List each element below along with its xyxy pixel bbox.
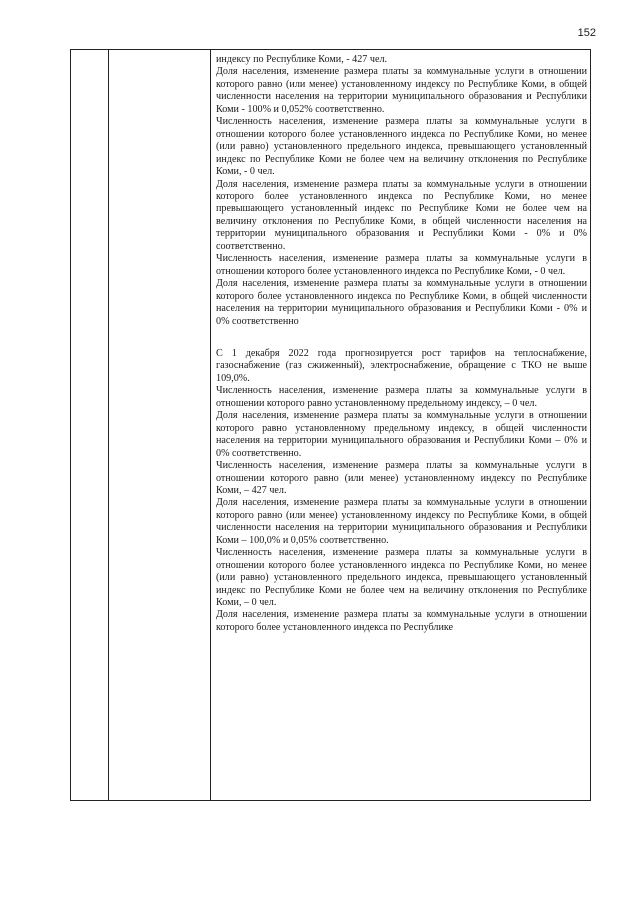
- paragraph: Численность населения, изменение размера платы за коммунальные услуги в отношении которого более установленного индекса по Республике Коми, но менее (или равно) установленного предельного индекса, превышающего установленный индекс по Республике Коми не более чем на величину отклонения по Республике Коми, – 0 чел.: [216, 547, 587, 609]
- paragraph: С 1 декабря 2022 года прогнозируется рост тарифов на теплоснабжение, газоснабжение (газ сжиженный), электроснабжение, обращение с ТКО не выше 109,0%.: [216, 347, 587, 384]
- paragraph: Численность населения, изменение размера платы за коммунальные услуги в отношении которого равно установленному предельному индексу, – 0 чел.: [216, 385, 587, 409]
- paragraph: Численность населения, изменение размера платы за коммунальные услуги в отношении которого более установленного индекса по Республике Коми, - 0 чел.: [216, 253, 587, 277]
- paragraph: Доля населения, изменение размера платы за коммунальные услуги в отношении которого более установленного индекса по Республике: [216, 609, 587, 633]
- paragraph: индексу по Республике Коми, - 427 чел.: [216, 54, 388, 65]
- paragraph: Доля населения, изменение размера платы за коммунальные услуги в отношении которого более установленного индекса по Республике Коми, в общей численности населения на территории муниципального образования и Республики Коми - 0% и 0% соответственно: [216, 278, 587, 327]
- paragraph: Численность населения, изменение размера платы за коммунальные услуги в отношении которого равно (или менее) установленному индексу по Республике Коми, – 427 чел.: [216, 460, 587, 496]
- table-column-divider-2: [210, 50, 211, 800]
- paragraph: Доля населения, изменение размера платы за коммунальные услуги в отношении которого равно (или менее) установленному индексу по Республике Коми, в общей численности населения на территории муниципального образования и Республики Коми - 100% и 0,052% соответственно.: [216, 66, 587, 115]
- table-text-cell: [216, 54, 587, 800]
- paragraph: Численность населения, изменение размера платы за коммунальные услуги в отношении которого более установленного индекса по Республике Коми, но менее (или равно) установленного предельного индекса, превышающего установленный индекс по Республике Коми не более чем на величину отклонения по Республике Коми, - 0 чел.: [216, 116, 587, 178]
- page-number: 152: [577, 27, 596, 39]
- document-table: [70, 49, 591, 801]
- paragraph: Доля населения, изменение размера платы за коммунальные услуги в отношении которого более установленного индекса по Республике Коми, но менее превышающего установленный индекс по Республике Коми не более чем на величину отклонения по Республике Коми, в общей численности населения на территории муниципального образования и Республики Коми - 0% и 0% соответственно.: [216, 178, 587, 252]
- paragraph: Доля населения, изменение размера платы за коммунальные услуги в отношении которого равно установленному предельному индексу, в общей численности населения на территории муниципального образования и Республики Коми – 0% и 0% соответственно.: [216, 410, 587, 459]
- table-column-divider-1: [108, 50, 109, 800]
- paragraph-spacer: [216, 328, 587, 348]
- paragraph: Доля населения, изменение размера платы за коммунальные услуги в отношении которого равно (или менее) установленному индексу по Республике Коми, в общей численности населения на территории муниципального образования и Республики Коми – 100,0% и 0,05% соответственно.: [216, 497, 587, 546]
